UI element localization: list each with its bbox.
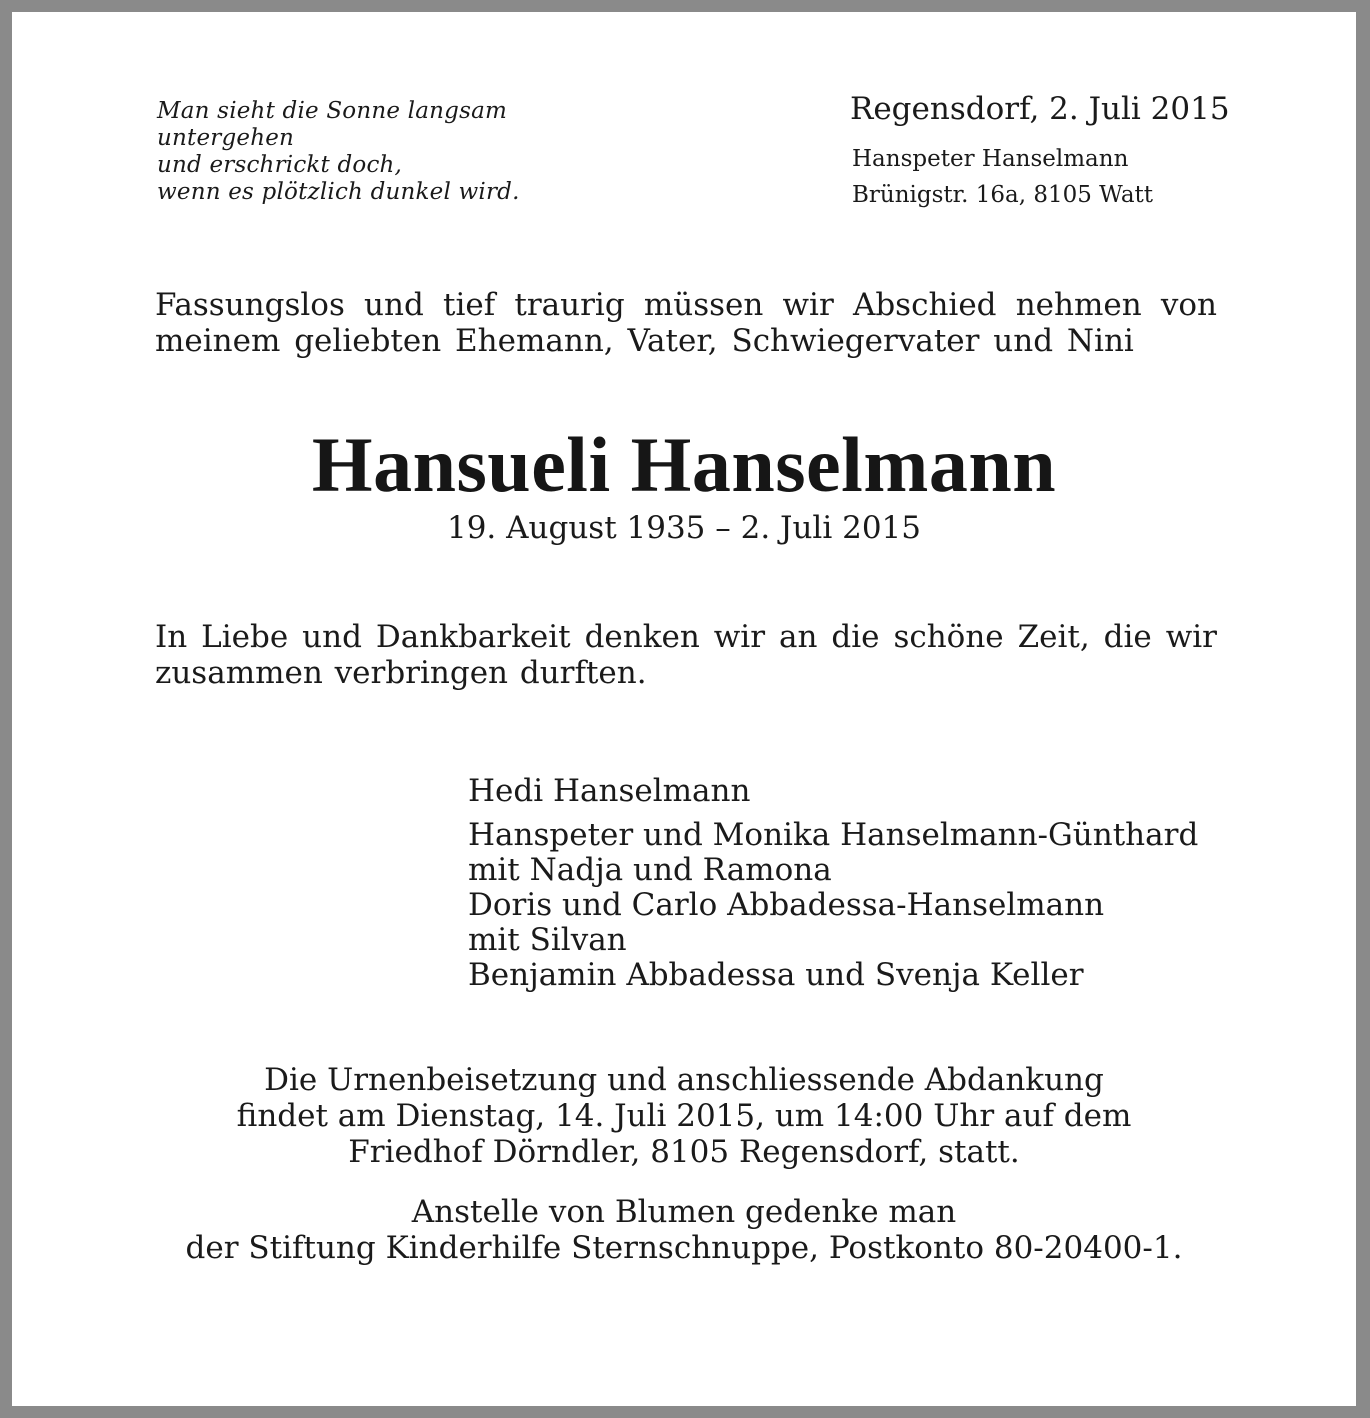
poem-line: und erschrickt doch, [157,152,403,178]
place-date: Regensdorf, 2. Juli 2015 [850,91,1230,127]
funeral-notice [12,1062,1356,1170]
mourner-primary: Hedi Hanselmann [468,773,751,809]
mourner-line: mit Silvan [468,922,627,958]
sender-address: Brünigstr. 16a, 8105 Watt [852,182,1154,208]
donation-line: Anstelle von Blumen gedenke man [411,1194,957,1230]
intro-text: Fassungslos und tief traurig müssen wir Abschied nehmen von meinem geliebten Ehemann, Vater, Schwiegervater und Nini [155,287,1217,359]
mourner-line: Benjamin Abbadessa und Svenja Keller [468,957,1084,993]
deceased-name: Hansueli Hanselmann [311,421,1057,508]
sender-name: Hanspeter Hanselmann [852,146,1129,172]
funeral-line: findet am Dienstag, 14. Juli 2015, um 14:00 Uhr auf dem [236,1098,1132,1134]
poem [157,98,677,206]
poem-line: Man sieht die Sonne langsam [157,98,508,124]
donation-line: der Stiftung Kinderhilfe Sternschnuppe, Postkonto 80-20400-1. [185,1230,1183,1266]
life-dates: 19. August 1935 – 2. Juli 2015 [446,510,922,546]
mourner-line: Doris und Carlo Abbadessa-Hanselmann [468,887,1105,923]
obituary-sheet [12,12,1356,1406]
donation-notice [12,1194,1356,1266]
mourners-list [468,774,1228,993]
funeral-line: Friedhof Dörndler, 8105 Regensdorf, statt. [348,1134,1020,1170]
remembrance-text: In Liebe und Dankbarkeit denken wir an die schöne Zeit, die wir zusammen verbringen durften. [155,619,1217,691]
funeral-line: Die Urnenbeisetzung und anschliessende Abdankung [264,1062,1104,1098]
mourner-line: Hanspeter und Monika Hanselmann-Günthard [468,817,1199,853]
poem-line: wenn es plötzlich dunkel wird. [157,179,520,205]
mourner-line: mit Nadja und Ramona [468,852,832,888]
poem-line: untergehen [157,125,295,151]
